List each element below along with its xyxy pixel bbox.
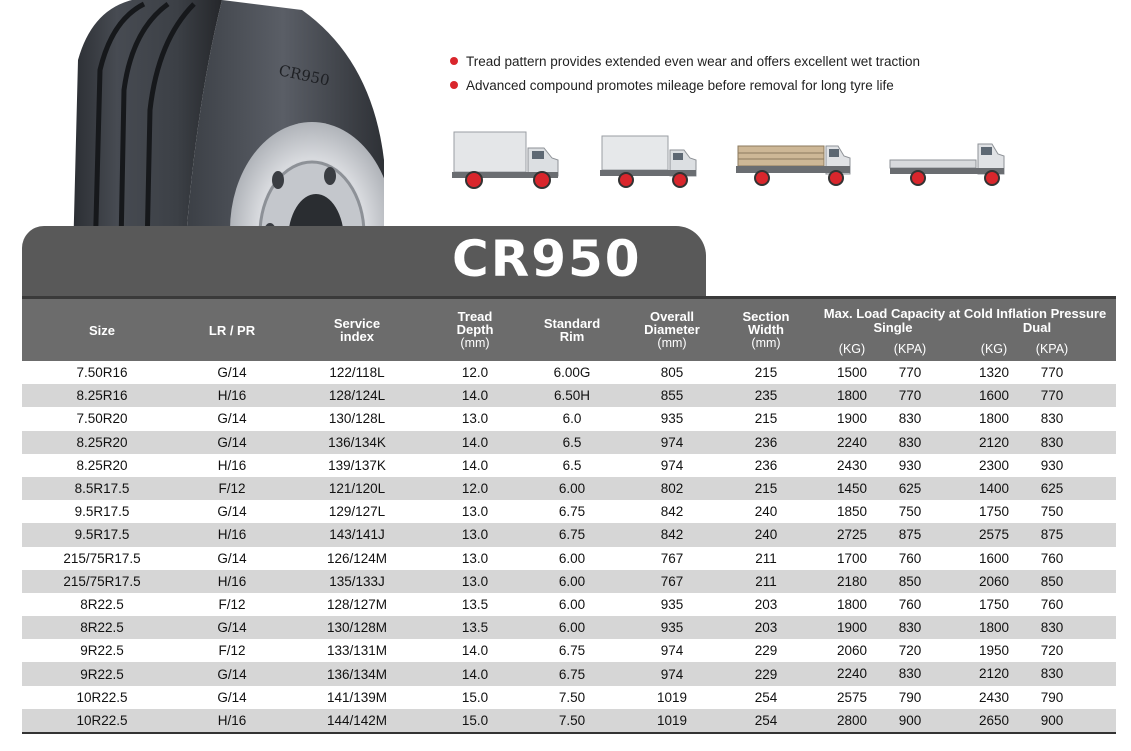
table-cell: 10R22.5 (22, 709, 182, 733)
table-cell: 121/120L (328, 481, 386, 497)
load-cell (814, 431, 1116, 454)
table-cell: 830 (898, 411, 922, 427)
table-cell: 211 (755, 573, 777, 589)
flatbed-truck-icon (888, 126, 1008, 190)
table-cell: 770 (1040, 365, 1064, 380)
table-cell: 8R22.5 (80, 596, 124, 612)
table-cell: 760 (1040, 596, 1064, 612)
max-load-header (814, 299, 1116, 361)
load-cell (814, 547, 1116, 570)
table-row (22, 709, 1116, 733)
load-cell (814, 662, 1116, 685)
table-cell: 6.00 (558, 481, 586, 497)
table-cell: 1750 (978, 596, 1010, 612)
table-cell: 9R22.5 (80, 643, 124, 659)
table-cell: 10R22.5 (76, 689, 128, 705)
table-cell: 842 (660, 504, 684, 520)
table-cell: F/12 (218, 481, 246, 497)
table-cell: 2120 (978, 434, 1010, 450)
table-cell: 8.5R17.5 (74, 481, 130, 497)
bullet-icon (450, 57, 458, 65)
table-cell: H/16 (182, 709, 282, 733)
load-cell (814, 686, 1116, 709)
table-cell: 9.5R17.5 (74, 527, 130, 543)
header-label: Overall (649, 309, 695, 324)
table-cell: 1750 (978, 504, 1010, 520)
vehicle-icons (448, 126, 1008, 190)
table-row (22, 361, 1116, 384)
table-cell: 12.0 (461, 365, 489, 381)
col-size (22, 299, 182, 361)
table-cell: G/14 (217, 550, 247, 566)
bullet-icon (450, 81, 458, 89)
load-cell (814, 477, 1116, 500)
table-cell: 770 (898, 365, 922, 380)
table-cell: 144/142M (282, 709, 432, 733)
col-overall-diameter (626, 299, 718, 361)
table-cell: 760 (898, 550, 922, 566)
table-cell: 12.0 (461, 481, 489, 497)
table-cell: 1800 (836, 388, 868, 404)
table-cell: 6.5 (562, 434, 582, 450)
table-cell: 6.00 (558, 550, 586, 566)
table-cell: G/14 (217, 620, 247, 636)
header-unit: (mm) (657, 336, 687, 350)
table-cell: 130/128M (326, 620, 388, 636)
table-cell: 930 (898, 457, 922, 473)
table-cell: 830 (898, 666, 922, 682)
table-cell: 8.25R16 (76, 388, 128, 404)
table-cell: 240 (754, 504, 778, 520)
table-cell: G/14 (217, 504, 247, 520)
table-row (22, 500, 1116, 523)
table-cell: 215/75R17.5 (63, 573, 141, 589)
table-cell: 2430 (978, 689, 1010, 705)
table-cell: 625 (1040, 480, 1064, 496)
table-cell: 14.0 (461, 643, 489, 659)
header-label: Tread (457, 309, 493, 324)
table-row (22, 431, 1116, 454)
table-cell: 750 (1040, 504, 1064, 520)
table-cell: 1950 (978, 643, 1010, 659)
table-cell: 7.50 (558, 689, 586, 705)
header-label: Depth (456, 322, 494, 337)
table-cell: 830 (1040, 620, 1064, 636)
table-cell: 974 (660, 457, 684, 473)
col-service-index (282, 299, 432, 361)
col-lr-pr (182, 299, 282, 361)
table-cell: 15.0 (432, 709, 518, 733)
col-section-width (718, 299, 814, 361)
table-cell: 203 (754, 620, 778, 636)
load-cell (814, 500, 1116, 523)
table-cell: G/14 (217, 365, 247, 381)
header-label: Size (88, 322, 115, 338)
table-cell: 14.0 (461, 434, 489, 450)
header-dual: Dual (1022, 320, 1052, 335)
load-cell (814, 407, 1116, 430)
col-standard-rim (518, 299, 626, 361)
header-unit: (mm) (751, 336, 781, 350)
table-cell: 802 (660, 481, 684, 497)
table-cell: 14.0 (461, 666, 489, 682)
table-cell: G/14 (217, 434, 247, 450)
table-cell: 1900 (836, 411, 868, 427)
table-cell: 974 (660, 643, 684, 659)
table-cell: 2060 (978, 573, 1010, 589)
table-row (22, 662, 1116, 685)
table-cell: 974 (660, 666, 684, 682)
table-cell: 6.50H (553, 388, 591, 404)
box-truck-icon (448, 126, 562, 190)
load-cell (814, 709, 1116, 733)
table-body (22, 361, 1116, 733)
feature-list (450, 53, 920, 101)
table-cell: 240 (754, 527, 778, 543)
table-cell: 126/124M (326, 550, 388, 566)
table-row (22, 547, 1116, 570)
table-cell: 7.50R20 (76, 411, 128, 427)
header-single: Single (873, 320, 913, 335)
table-cell: 229 (754, 643, 778, 659)
table-cell: 215 (754, 481, 778, 497)
table-cell: 130/128L (328, 411, 386, 427)
table-cell: 13.0 (461, 504, 489, 520)
feature-item (450, 53, 920, 77)
table-cell: 215 (754, 365, 778, 381)
table-row (22, 593, 1116, 616)
table-cell: 625 (898, 480, 922, 496)
table-cell: 8R22.5 (80, 620, 124, 636)
table-cell: 830 (898, 620, 922, 636)
table-cell: 1019 (626, 709, 718, 733)
header-label: Max. Load Capacity at Cold Inflation Pressure (823, 306, 1107, 321)
table-cell: 236 (754, 457, 778, 473)
table-cell: 13.0 (461, 527, 489, 543)
load-cell (814, 570, 1116, 593)
table-cell: G/14 (217, 666, 247, 682)
table-cell: 6.75 (558, 643, 586, 659)
table-row (22, 523, 1116, 546)
table-cell: 935 (660, 411, 684, 427)
page-title: CR950 (452, 230, 642, 288)
table-cell: 830 (1040, 411, 1064, 427)
table-cell: 1019 (656, 689, 688, 705)
table-cell: 2060 (836, 643, 868, 659)
table-cell: 1900 (836, 620, 868, 636)
table-cell: 6.00 (558, 573, 586, 589)
table-cell: 14.0 (461, 388, 489, 404)
table-cell: 6.75 (558, 527, 586, 543)
table-cell: 830 (898, 434, 922, 450)
table-cell: 830 (1040, 434, 1064, 450)
load-cell (814, 639, 1116, 662)
van-truck-icon (598, 126, 698, 190)
table-cell: 1850 (836, 504, 868, 520)
tyre-marking: CR950 (277, 61, 332, 90)
table-cell: 236 (754, 434, 778, 450)
table-cell: 935 (660, 596, 684, 612)
table-cell: 211 (755, 550, 777, 566)
table-cell: 1700 (836, 550, 868, 566)
table-cell: 6.75 (558, 504, 586, 520)
header-label: Section (742, 309, 790, 324)
table-cell: 14.0 (461, 457, 489, 473)
header-label: Service (333, 316, 381, 331)
table-cell: 6.00G (553, 365, 591, 381)
table-row (22, 686, 1116, 709)
table-cell: 1500 (836, 365, 868, 380)
table-cell: 760 (898, 596, 922, 612)
load-cell (814, 384, 1116, 407)
table-cell: 1600 (978, 550, 1010, 566)
header-unit: (KPA) (893, 342, 927, 356)
table-cell: 13.0 (461, 573, 489, 589)
table-row (22, 616, 1116, 639)
table-cell: 215/75R17.5 (63, 550, 141, 566)
table-header (22, 299, 1116, 361)
table-cell: 1800 (978, 620, 1010, 636)
table-cell: 7.50R16 (76, 365, 128, 381)
header-unit: (KG) (980, 342, 1008, 356)
table-cell: 9.5R17.5 (74, 504, 130, 520)
table-cell: 875 (898, 527, 922, 543)
col-tread-depth (432, 299, 518, 361)
table-cell: 974 (660, 434, 684, 450)
table-cell: 760 (1040, 550, 1064, 566)
table-cell: 141/139M (326, 689, 388, 705)
spec-table (22, 299, 1116, 734)
table-cell: F/12 (218, 643, 246, 659)
table-cell: H/16 (217, 527, 247, 543)
header-label: LR / PR (208, 322, 256, 338)
table-cell: 830 (1040, 666, 1064, 682)
table-row (22, 407, 1116, 430)
table-cell: 850 (1040, 573, 1064, 589)
table-cell: H/16 (217, 573, 247, 589)
table-cell: 790 (898, 689, 922, 705)
table-cell: 8.25R20 (76, 434, 128, 450)
table-cell: 2575 (978, 527, 1010, 543)
table-cell: 13.5 (461, 620, 489, 636)
header-label: Width (748, 322, 784, 337)
table-cell: 2240 (836, 434, 868, 450)
table-cell: 254 (718, 709, 814, 733)
table-cell: 128/124L (328, 388, 386, 404)
feature-text: Advanced compound promotes mileage before removal for long tyre life (466, 78, 894, 93)
load-cell (814, 454, 1116, 477)
table-cell: 790 (1040, 689, 1064, 705)
table-cell: 139/137K (328, 457, 386, 473)
table-cell: 1400 (978, 480, 1010, 496)
table-cell: 2300 (978, 457, 1010, 473)
table-cell: 13.0 (461, 550, 489, 566)
table-cell: 2180 (836, 573, 868, 589)
table-cell: 203 (754, 596, 778, 612)
table-cell: 6.00 (558, 596, 586, 612)
table-row (22, 454, 1116, 477)
table-cell: 8.25R20 (76, 457, 128, 473)
table-cell: 143/141J (329, 527, 385, 543)
table-cell: 215 (754, 411, 778, 427)
table-cell: 720 (898, 643, 922, 659)
table-cell: 855 (660, 388, 684, 404)
table-cell: 2430 (836, 457, 868, 473)
table-cell: F/12 (218, 596, 246, 612)
feature-text: Tread pattern provides extended even wear and offers excellent wet traction (466, 54, 921, 69)
table-row (22, 384, 1116, 407)
table-cell: 136/134M (326, 666, 388, 682)
table-cell: 850 (898, 573, 922, 589)
table-cell: 15.0 (461, 689, 489, 705)
table-cell: 900 (898, 712, 922, 728)
table-cell: 136/134K (328, 434, 386, 450)
header-unit: (KPA) (1035, 342, 1069, 356)
table-cell: 9R22.5 (80, 666, 124, 682)
col-max-load (814, 299, 1116, 361)
table-cell: 767 (660, 573, 684, 589)
table-cell: 128/127M (326, 596, 388, 612)
table-cell: 235 (754, 388, 778, 404)
table-cell: 2240 (836, 666, 868, 682)
table-cell: 720 (1040, 643, 1064, 659)
table-cell: 842 (660, 527, 684, 543)
header-label: index (340, 329, 374, 344)
table-cell: 1800 (978, 411, 1010, 427)
table-cell: 1320 (978, 365, 1010, 380)
header-label: Diameter (644, 322, 700, 337)
table-cell: 13.0 (461, 411, 489, 427)
feature-item (450, 77, 920, 101)
table-cell: G/14 (217, 411, 247, 427)
table-cell: 6.00 (558, 620, 586, 636)
table-cell: 6.75 (558, 666, 586, 682)
table-cell: 930 (1040, 457, 1064, 473)
table-cell: 6.0 (562, 411, 582, 427)
table-cell: 805 (660, 365, 684, 381)
table-cell: 1800 (836, 596, 868, 612)
table-cell: 767 (660, 550, 684, 566)
header-label: Rim (559, 329, 585, 344)
table-cell: 254 (754, 689, 778, 705)
table-cell: 7.50 (518, 709, 626, 733)
table-cell: 2575 (836, 689, 868, 705)
header-unit: (mm) (460, 336, 490, 350)
stake-truck-icon (734, 126, 854, 190)
table-cell: 900 (1040, 712, 1064, 728)
table-cell: 133/131M (326, 643, 388, 659)
table-cell: 135/133J (329, 573, 385, 589)
load-cell (814, 616, 1116, 639)
table-cell: 2800 (836, 712, 868, 728)
load-cell (814, 361, 1116, 384)
table-cell: 1600 (978, 388, 1010, 404)
header-unit: (KG) (838, 342, 866, 356)
table-cell: 13.5 (461, 596, 489, 612)
load-cell (814, 523, 1116, 546)
table-cell: G/14 (217, 689, 247, 705)
table-cell: 6.5 (562, 457, 582, 473)
table-cell: 1450 (836, 480, 868, 496)
header-label: Standard (543, 316, 601, 331)
load-cell (814, 593, 1116, 616)
table-cell: 2650 (978, 712, 1010, 728)
table-cell: 935 (660, 620, 684, 636)
table-cell: 122/118L (329, 365, 385, 381)
table-cell: 129/127L (328, 504, 386, 520)
table-cell: H/16 (217, 388, 247, 404)
table-cell: 770 (898, 388, 922, 404)
table-row (22, 477, 1116, 500)
table-cell: H/16 (217, 457, 247, 473)
table-row (22, 639, 1116, 662)
table-row (22, 570, 1116, 593)
table-cell: 750 (898, 504, 922, 520)
table-cell: 875 (1040, 527, 1064, 543)
table-cell: 2120 (978, 666, 1010, 682)
table-cell: 2725 (836, 527, 868, 543)
table-cell: 770 (1040, 388, 1064, 404)
table-cell: 229 (754, 666, 778, 682)
